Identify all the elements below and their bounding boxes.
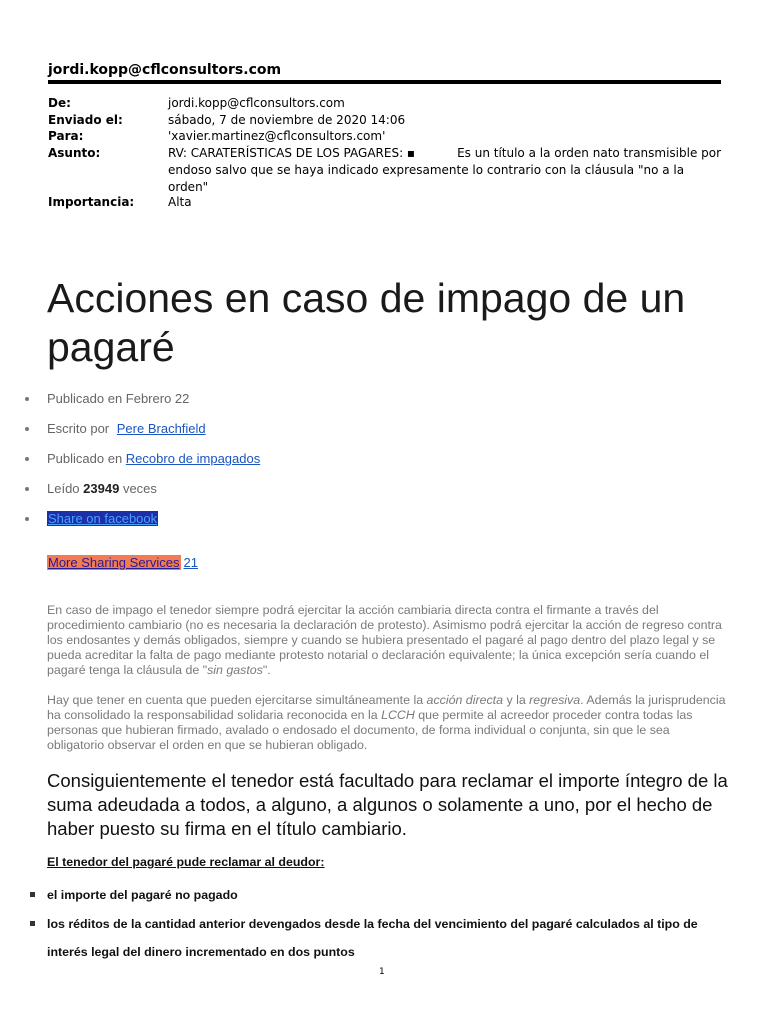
list-item: el importe del pagaré no pagado — [47, 881, 727, 909]
paragraph-jurisprudence: Hay que tener en cuenta que pueden ejercitarse simultáneamente la acción directa y la regresiva. Además la jurisprudencia ha consolidado la responsabilidad solidaria reconocida en la LCCH que permite al acreedor proceder contra todas las personas que hubieran firmado, avalado o endosado el documento, de forma individual o conjunta, sin que le sea obligatorio observar el orden en que se hubieran obligado. — [47, 693, 726, 752]
bullet-icon — [25, 397, 29, 401]
email-sender: jordi.kopp@cflconsultors.com — [48, 62, 282, 78]
category-label: Publicado en — [47, 451, 123, 466]
from-label: De: — [48, 96, 71, 110]
more-sharing-row — [47, 555, 198, 570]
meta-author — [47, 421, 206, 436]
square-bullet-icon — [30, 921, 35, 926]
subject-rest: Es un título a la orden nato transmisible por endoso salvo que se haya indicado expresamente lo contrario con la cláusula "no a la orden" — [168, 146, 722, 194]
more-sharing-link[interactable]: More Sharing Services — [48, 555, 180, 570]
bullet-icon — [25, 487, 29, 491]
bullet-icon — [25, 427, 29, 431]
subject-label: Asunto: — [48, 146, 101, 160]
highlight-paragraph: Consiguientemente el tenedor está facultado para reclamar el importe íntegro de la suma adeudada a todos, a alguno, a algunos o solamente a uno, por el hecho de haber puesto su firma en el título cambiario. — [47, 770, 728, 839]
article-title: Acciones en caso de impago de un pagaré — [47, 275, 686, 370]
author-link[interactable]: Pere Brachfield — [116, 421, 206, 436]
read-suffix: veces — [122, 481, 157, 496]
read-count: 23949 — [83, 481, 120, 496]
sent-value: sábado, 7 de noviembre de 2020 14:06 — [168, 113, 406, 127]
share-facebook-link[interactable]: Share on facebook — [48, 511, 158, 526]
author-label: Escrito por — [47, 421, 110, 436]
bullet-icon — [25, 517, 29, 521]
read-label: Leído — [47, 481, 80, 496]
meta-published: Publicado en Febrero 22 — [47, 391, 189, 406]
importance-label: Importancia: — [48, 195, 135, 209]
meta-read-count — [47, 481, 157, 496]
claims-heading: El tenedor del pagaré pude reclamar al deudor: — [47, 855, 325, 869]
to-label: Para: — [48, 129, 84, 143]
to-value: 'xavier.martinez@cflconsultors.com' — [168, 129, 386, 143]
list-item: los réditos de la cantidad anterior devengados desde la fecha del vencimiento del pagaré calculados al tipo de interés legal del dinero incrementado en dos puntos — [47, 910, 727, 966]
page-number: 1 — [379, 967, 385, 977]
meta-share — [47, 511, 158, 526]
category-link[interactable]: Recobro de impagados — [125, 451, 261, 466]
from-value: jordi.kopp@cflconsultors.com — [168, 96, 345, 110]
paragraph-actions: En caso de impago el tenedor siempre podrá ejercitar la acción cambiaria directa contra el firmante a través del procedimiento cambiario (no es necesaria la declaración de protesto). Asimismo podrá ejercitar la acción de regreso contra los endosantes y demás obligados, siempre y cuando se hubiera presentado el pagaré al pago dentro del plazo legal y se pueda acreditar la falta de pago mediante protesto notarial o declaración equivalente; la única excepción sería cuando el pagaré tenga la cláusula de "sin gastos". — [47, 603, 722, 677]
square-bullet-icon — [30, 892, 35, 897]
share-count-link[interactable]: 21 — [183, 555, 198, 570]
emphasis-sin-gastos: sin gastos — [207, 663, 263, 677]
bullet-icon — [25, 457, 29, 461]
meta-category — [47, 451, 260, 466]
header-divider — [48, 80, 721, 84]
subject-value — [168, 145, 728, 196]
sent-label: Enviado el: — [48, 113, 123, 127]
subject-prefix: RV: CARATERÍSTICAS DE LOS PAGARES: ▪ — [168, 146, 416, 160]
importance-value: Alta — [168, 195, 192, 209]
